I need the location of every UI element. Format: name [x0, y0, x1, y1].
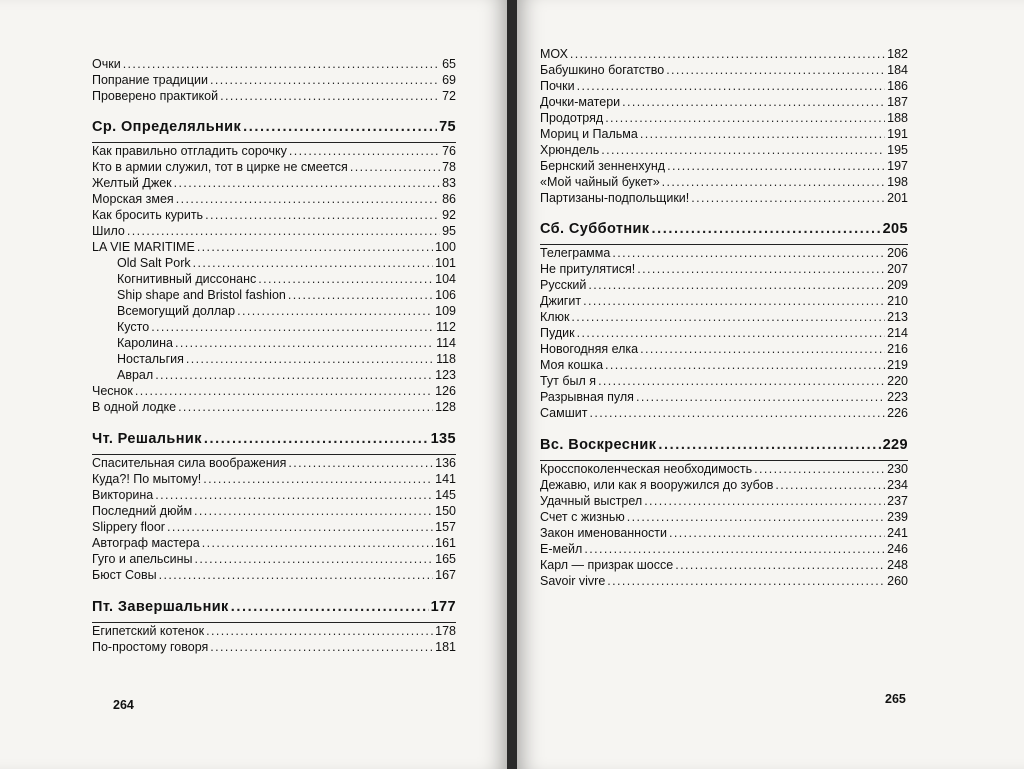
toc-entry-title: Ср. Определяльник [92, 119, 242, 135]
toc-entry [92, 191, 456, 207]
dot-leader [243, 118, 437, 136]
dot-leader [289, 143, 440, 159]
toc-entry-title: Е-мейл [540, 542, 583, 556]
toc-entry [117, 319, 456, 335]
dot-leader [288, 287, 433, 303]
toc-entry-page: 135 [430, 431, 456, 447]
toc-entry-title: Кто в армии служил, тот в цирке не смеется [92, 160, 348, 174]
dot-leader [167, 519, 433, 535]
toc-entry-title: Бабушкино богатство [540, 63, 665, 77]
toc-entry-page: 126 [435, 384, 456, 398]
toc-entry [540, 373, 908, 389]
toc-entry [92, 88, 456, 104]
dot-leader [577, 78, 886, 94]
toc-entry [117, 271, 456, 287]
dot-leader [178, 399, 433, 415]
toc-entry-title: Очки [92, 57, 121, 71]
toc-entry [540, 78, 908, 94]
dot-leader [206, 623, 433, 639]
toc-entry [540, 309, 908, 325]
book-gutter [507, 0, 517, 769]
toc-entry-title: Шило [92, 224, 125, 238]
dot-leader [605, 110, 885, 126]
dot-leader [640, 126, 885, 142]
toc-section-heading [540, 220, 908, 238]
dot-leader [675, 557, 885, 573]
toc-entry [92, 239, 456, 255]
dot-leader [662, 174, 885, 190]
toc-entry-page: 123 [435, 368, 456, 382]
toc-entry [540, 62, 908, 78]
toc-entry [540, 541, 908, 557]
toc-entry-page: 223 [887, 390, 908, 404]
toc-entry [92, 383, 456, 399]
toc-entry-page: 101 [435, 256, 456, 270]
toc-entry-page: 95 [442, 224, 456, 238]
toc-entry-page: 72 [442, 89, 456, 103]
dot-leader [584, 541, 885, 557]
dot-leader [127, 223, 440, 239]
dot-leader [571, 309, 885, 325]
toc-entry-page: 230 [887, 462, 908, 476]
toc-entry-page: 177 [430, 599, 456, 615]
toc-entry [92, 56, 456, 72]
toc-entry-page: 214 [887, 326, 908, 340]
toc-entry [117, 255, 456, 271]
toc-entry-page: 226 [887, 406, 908, 420]
dot-leader [658, 436, 880, 454]
toc-entry-title: Кусто [117, 320, 150, 334]
toc-entry [540, 461, 908, 477]
toc-entry-page: 145 [435, 488, 456, 502]
toc-entry-page: 191 [887, 127, 908, 141]
toc-entry-page: 198 [887, 175, 908, 189]
toc-entry [540, 493, 908, 509]
dot-leader [159, 567, 434, 583]
toc-entry [540, 190, 908, 206]
dot-leader [175, 335, 434, 351]
toc-entry-page: 234 [887, 478, 908, 492]
toc-entry-title: Автограф мастера [92, 536, 200, 550]
toc-entry-page: 210 [887, 294, 908, 308]
toc-entry-page: 178 [435, 624, 456, 638]
toc-entry-page: 181 [435, 640, 456, 654]
dot-leader [588, 277, 885, 293]
dot-leader [598, 373, 885, 389]
toc-entry-title: Морская змея [92, 192, 174, 206]
toc-section-heading [92, 598, 456, 616]
toc-entry-page: 69 [442, 73, 456, 87]
toc-entry-title: Почки [540, 79, 575, 93]
toc-entry [540, 573, 908, 589]
toc-entry-page: 207 [887, 262, 908, 276]
toc-entry-title: Разрывная пуля [540, 390, 634, 404]
toc-entry-title: Моя кошка [540, 358, 604, 372]
toc-entry-title: «Мой чайный букет» [540, 175, 660, 189]
dot-leader [210, 639, 433, 655]
toc-entry [540, 341, 908, 357]
toc-entry-title: Джигит [540, 294, 582, 308]
dot-leader [577, 325, 886, 341]
toc-entry-page: 114 [436, 336, 456, 350]
toc-entry-title: Сб. Субботник [540, 221, 650, 237]
toc-entry-page: 182 [887, 47, 908, 61]
toc-entry-title: Карл — призрак шоссе [540, 558, 674, 572]
toc-entry [540, 261, 908, 277]
toc-entry-page: 213 [887, 310, 908, 324]
dot-leader [176, 191, 440, 207]
toc-entry-title: Попрание традиции [92, 73, 208, 87]
toc-entry-page: 65 [442, 57, 456, 71]
toc-entry [92, 623, 456, 639]
dot-leader [775, 477, 885, 493]
dot-leader [237, 303, 433, 319]
dot-leader [288, 455, 433, 471]
toc-entry-title: Куда?! По мытому! [92, 472, 202, 486]
dot-leader [636, 389, 885, 405]
toc-entry [540, 277, 908, 293]
dot-leader [123, 56, 440, 72]
toc-entry [92, 567, 456, 583]
toc-entry [92, 399, 456, 415]
toc-entry-title: Хрюндель [540, 143, 600, 157]
toc-entry [540, 46, 908, 62]
dot-leader [193, 255, 434, 271]
toc-entry-title: Дочки-матери [540, 95, 621, 109]
dot-leader [203, 471, 433, 487]
toc-entry-page: 206 [887, 246, 908, 260]
toc-entry-title: Всемогущий доллар [117, 304, 236, 318]
toc-entry-page: 141 [435, 472, 456, 486]
toc-entry [92, 551, 456, 567]
toc-entry-page: 239 [887, 510, 908, 524]
dot-leader [186, 351, 434, 367]
dot-leader [644, 493, 885, 509]
dot-leader [205, 207, 440, 223]
toc-entry-title: Бернский зенненхунд [540, 159, 666, 173]
toc-entry [92, 223, 456, 239]
toc-entry-page: 205 [882, 221, 908, 237]
toc-entry-title: Не притулятися! [540, 262, 636, 276]
toc-entry-page: 220 [887, 374, 908, 388]
toc-entry-title: Счет с жизнью [540, 510, 625, 524]
toc-entry-page: 260 [887, 574, 908, 588]
dot-leader [754, 461, 885, 477]
toc-entry-title: Кросспоколенческая необходимость [540, 462, 753, 476]
toc-entry-title: Телеграмма [540, 246, 611, 260]
toc-entry-title: В одной лодке [92, 400, 177, 414]
toc-entry-title: Бюст Совы [92, 568, 157, 582]
dot-leader [601, 142, 885, 158]
toc-entry [92, 487, 456, 503]
toc-entry-title: МОХ [540, 47, 568, 61]
toc-entry-title: Партизаны-подпольщики! [540, 191, 690, 205]
toc-entry-page: 216 [887, 342, 908, 356]
toc-entry [540, 325, 908, 341]
dot-leader [197, 239, 433, 255]
toc-entry-page: 197 [887, 159, 908, 173]
toc-entry [540, 405, 908, 421]
toc-entry [117, 335, 456, 351]
toc-entry-page: 78 [442, 160, 456, 174]
toc-entry [92, 159, 456, 175]
toc-section-heading [92, 430, 456, 448]
dot-leader [155, 487, 433, 503]
dot-leader [640, 341, 885, 357]
toc-entry [540, 158, 908, 174]
dot-leader [612, 245, 885, 261]
toc-entry [92, 207, 456, 223]
left-page-number: 264 [113, 698, 134, 712]
toc-entry-page: 100 [435, 240, 456, 254]
toc-entry-title: По-простому говоря [92, 640, 209, 654]
toc-entry-title: Египетский котенок [92, 624, 205, 638]
toc-entry-title: Удачный выстрел [540, 494, 643, 508]
dot-leader [135, 383, 433, 399]
toc-entry-title: LA VIE MARITIME [92, 240, 195, 254]
toc-entry-title: Old Salt Pork [117, 256, 191, 270]
toc-entry [92, 455, 456, 471]
toc-entry-page: 112 [436, 320, 456, 334]
dot-leader [637, 261, 885, 277]
toc-entry [92, 72, 456, 88]
toc-entry-page: 75 [439, 119, 456, 135]
toc-entry-title: Новогодняя елка [540, 342, 639, 356]
dot-leader [350, 159, 440, 175]
toc-entry-title: Аврал [117, 368, 154, 382]
toc-entry [540, 174, 908, 190]
toc-entry-page: 150 [435, 504, 456, 518]
toc-entry-title: Проверено практикой [92, 89, 219, 103]
dot-leader [258, 271, 433, 287]
toc-entry-title: Каролина [117, 336, 173, 350]
toc-entry-page: 237 [887, 494, 908, 508]
toc-entry-page: 248 [887, 558, 908, 572]
dot-leader [220, 88, 440, 104]
dot-leader [583, 293, 885, 309]
toc-entry-page: 241 [887, 526, 908, 540]
toc-entry-title: Дежавю, или как я вооружился до зубов [540, 478, 774, 492]
dot-leader [202, 535, 433, 551]
toc-entry [540, 525, 908, 541]
toc-entry [540, 509, 908, 525]
toc-entry [117, 303, 456, 319]
toc-entry-title: Ностальгия [117, 352, 184, 366]
dot-leader [155, 367, 433, 383]
dot-leader [570, 46, 885, 62]
toc-entry [540, 557, 908, 573]
toc-entry-page: 128 [435, 400, 456, 414]
dot-leader [666, 62, 885, 78]
dot-leader [691, 190, 885, 206]
toc-entry [117, 287, 456, 303]
toc-entry-page: 157 [435, 520, 456, 534]
toc-entry-title: Ship shape and Bristol fashion [117, 288, 286, 302]
toc-entry-title: Чт. Решальник [92, 431, 202, 447]
toc-entry-page: 83 [442, 176, 456, 190]
toc-entry-page: 76 [442, 144, 456, 158]
toc-entry-title: Мориц и Пальма [540, 127, 638, 141]
dot-leader [607, 573, 885, 589]
toc-entry-title: Как бросить курить [92, 208, 204, 222]
toc-entry-title: Тут был я [540, 374, 597, 388]
dot-leader [627, 509, 885, 525]
toc-entry-title: Русский [540, 278, 587, 292]
toc-entry-title: Викторина [92, 488, 154, 502]
toc-entry [540, 94, 908, 110]
dot-leader [174, 175, 440, 191]
toc-entry-title: Slippery floor [92, 520, 165, 534]
dot-leader [231, 598, 429, 616]
toc-entry [540, 245, 908, 261]
toc-entry-page: 195 [887, 143, 908, 157]
toc-entry-title: Самшит [540, 406, 588, 420]
toc-entry-page: 201 [887, 191, 908, 205]
toc-entry-page: 167 [435, 568, 456, 582]
toc-entry [540, 293, 908, 309]
dot-leader [589, 405, 885, 421]
toc-entry [92, 471, 456, 487]
toc-entry-title: Клюк [540, 310, 570, 324]
toc-entry [117, 351, 456, 367]
toc-entry [92, 143, 456, 159]
toc-entry-page: 104 [435, 272, 456, 286]
toc-entry [540, 389, 908, 405]
toc-entry-page: 109 [435, 304, 456, 318]
toc-entry-title: Пудик [540, 326, 575, 340]
toc-entry-title: Желтый Джек [92, 176, 172, 190]
toc-entry-title: Когнитивный диссонанс [117, 272, 257, 286]
toc-entry-page: 186 [887, 79, 908, 93]
toc-entry-page: 86 [442, 192, 456, 206]
dot-leader [669, 525, 885, 541]
toc-entry-title: Как правильно отгладить сорочку [92, 144, 287, 158]
toc-entry [92, 535, 456, 551]
toc-entry-page: 92 [442, 208, 456, 222]
right-page-number: 265 [885, 692, 906, 706]
dot-leader [651, 220, 880, 238]
toc-entry-title: Savoir vivre [540, 574, 606, 588]
toc-entry-title: Последний дюйм [92, 504, 193, 518]
toc-entry-page: 229 [882, 437, 908, 453]
toc-entry-page: 161 [435, 536, 456, 550]
toc-entry [540, 142, 908, 158]
toc-entry [540, 357, 908, 373]
toc-entry [92, 519, 456, 535]
toc-entry-page: 188 [887, 111, 908, 125]
dot-leader [210, 72, 440, 88]
toc-entry-page: 187 [887, 95, 908, 109]
dot-leader [151, 319, 434, 335]
toc-entry-page: 209 [887, 278, 908, 292]
toc-entry-page: 118 [436, 352, 456, 366]
toc-entry-page: 219 [887, 358, 908, 372]
toc-entry-title: Продотряд [540, 111, 604, 125]
toc-entry-page: 184 [887, 63, 908, 77]
toc-entry-page: 136 [435, 456, 456, 470]
dot-leader [194, 503, 433, 519]
toc-entry [92, 503, 456, 519]
toc-entry [117, 367, 456, 383]
toc-entry-title: Спасительная сила воображения [92, 456, 287, 470]
toc-section-heading [92, 118, 456, 136]
toc-entry [540, 126, 908, 142]
toc-entry-title: Вс. Воскресник [540, 437, 657, 453]
toc-entry-title: Чеснок [92, 384, 133, 398]
toc-entry-title: Гуго и апельсины [92, 552, 193, 566]
toc-entry-title: Закон именованности [540, 526, 667, 540]
toc-entry [92, 639, 456, 655]
dot-leader [204, 430, 429, 448]
toc-entry-page: 165 [435, 552, 456, 566]
toc-entry-title: Пт. Завершальник [92, 599, 229, 615]
toc-entry [540, 477, 908, 493]
toc-entry-page: 246 [887, 542, 908, 556]
dot-leader [605, 357, 885, 373]
toc-section-heading [540, 436, 908, 454]
dot-leader [667, 158, 885, 174]
dot-leader [622, 94, 885, 110]
dot-leader [195, 551, 434, 567]
toc-entry-page: 106 [435, 288, 456, 302]
toc-entry [540, 110, 908, 126]
toc-entry [92, 175, 456, 191]
